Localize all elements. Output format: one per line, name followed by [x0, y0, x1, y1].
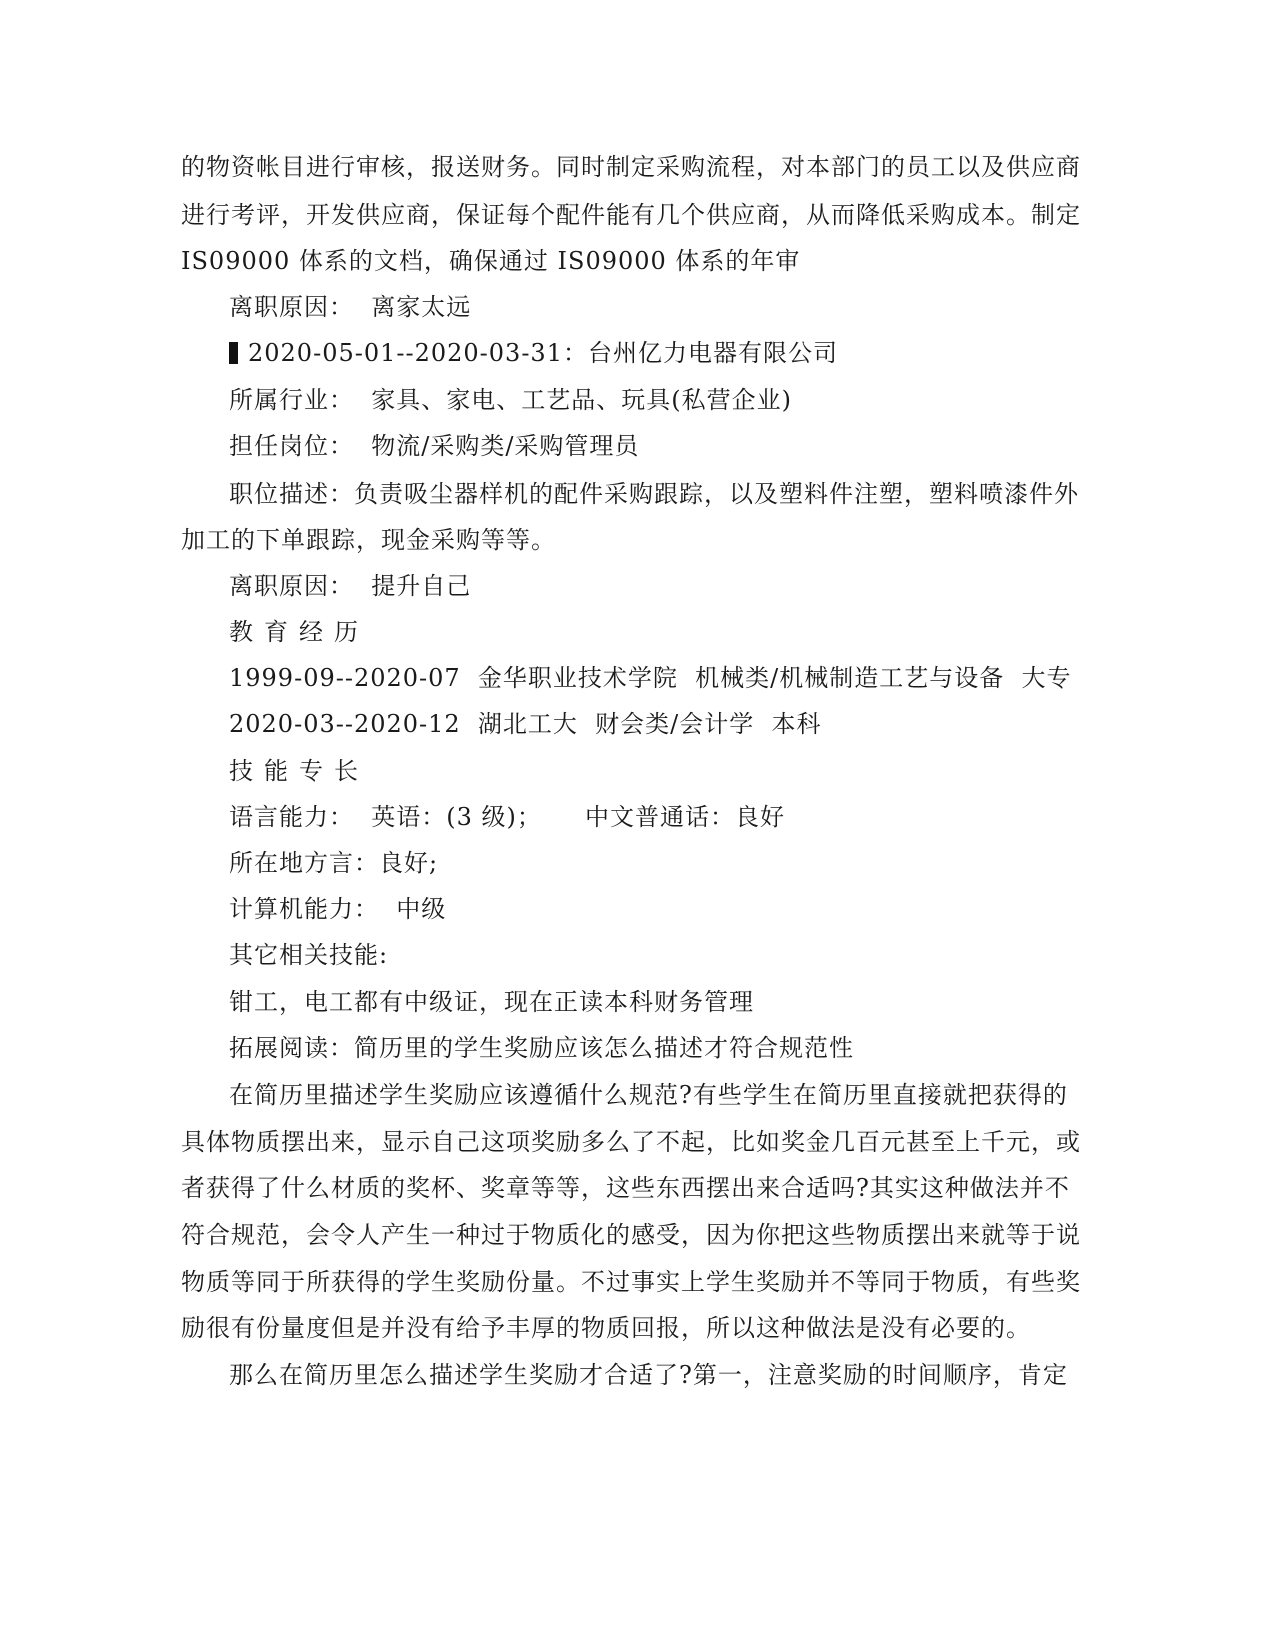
job-description-line: 加工的下单跟踪，现金采购等等。 — [181, 526, 556, 554]
education-entry: 2020-03--2020-12 湖北工大 财会类/会计学 本科 — [229, 710, 822, 738]
paragraph-line: 物质等同于所获得的学生奖励份量。不过事实上学生奖励并不等同于物质，有些奖 — [181, 1268, 1081, 1296]
body-text-line: 的物资帐目进行审核，报送财务。同时制定采购流程，对本部门的员工以及供应商 — [181, 153, 1081, 181]
other-skills-text: 钳工，电工都有中级证，现在正读本科财务管理 — [229, 988, 754, 1016]
other-skills-label: 其它相关技能: — [229, 941, 389, 969]
body-text-line: IS09000 体系的文档，确保通过 IS09000 体系的年审 — [181, 247, 801, 275]
section-heading-education: 教育经历 — [229, 618, 369, 646]
paragraph-line: 者获得了什么材质的奖杯、奖章等等，这些东西摆出来合适吗?其实这种做法并不 — [181, 1174, 1070, 1202]
industry-line: 所属行业： 家具、家电、工艺品、玩具(私营企业) — [229, 386, 792, 414]
section-heading-skills: 技能专长 — [229, 757, 369, 785]
paragraph-line: 励很有份量度但是并没有给予丰厚的物质回报，所以这种做法是没有必要的。 — [181, 1314, 1031, 1342]
job-description-line: 职位描述：负责吸尘器样机的配件采购跟踪，以及塑料件注塑，塑料喷漆件外 — [229, 480, 1079, 508]
job-entry-title: 2020-05-01--2020-03-31：台州亿力电器有限公司 — [248, 339, 838, 367]
leave-reason-line: 离职原因： 提升自己 — [229, 572, 472, 600]
language-skill-line: 语言能力： 英语：(3 级)； 中文普通话：良好 — [229, 803, 786, 831]
paragraph-line: 在简历里描述学生奖励应该遵循什么规范?有些学生在简历里直接就把获得的 — [229, 1081, 1068, 1109]
paragraph-line: 符合规范，会令人产生一种过于物质化的感受，因为你把这些物质摆出来就等于说 — [181, 1221, 1081, 1249]
bullet-marker-icon — [229, 342, 238, 364]
paragraph-line: 具体物质摆出来，显示自己这项奖励多么了不起，比如奖金几百元甚至上千元，或 — [181, 1128, 1081, 1156]
computer-skill-line: 计算机能力： 中级 — [229, 895, 447, 923]
dialect-skill-line: 所在地方言：良好; — [229, 849, 439, 877]
leave-reason-line: 离职原因： 离家太远 — [229, 293, 472, 321]
education-entry: 1999-09--2020-07 金华职业技术学院 机械类/机械制造工艺与设备 大专 — [229, 664, 1072, 692]
job-entry-heading — [229, 338, 838, 368]
position-line: 担任岗位： 物流/采购类/采购管理员 — [229, 432, 640, 460]
extended-reading-title: 拓展阅读：简历里的学生奖励应该怎么描述才符合规范性 — [229, 1034, 854, 1062]
body-text-line: 进行考评，开发供应商，保证每个配件能有几个供应商，从而降低采购成本。制定 — [181, 201, 1081, 229]
paragraph-line: 那么在简历里怎么描述学生奖励才合适了?第一，注意奖励的时间顺序，肯定 — [229, 1361, 1068, 1389]
